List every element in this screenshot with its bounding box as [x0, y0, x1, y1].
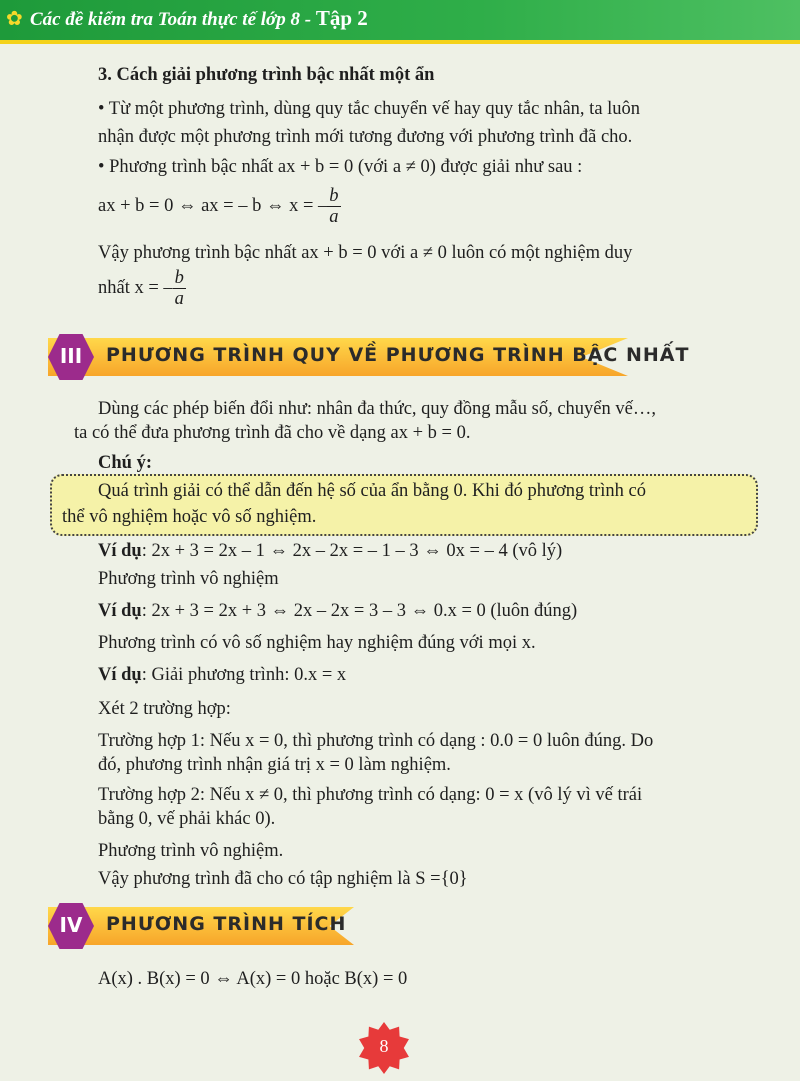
section-banner-iv — [48, 907, 354, 945]
conclusion-line-1: Vậy phương trình bậc nhất ax + b = 0 với a ≠ 0 luôn có một nghiệm duy — [98, 243, 633, 263]
fraction — [173, 268, 186, 310]
case-2-result: Phương trình vô nghiệm. — [98, 841, 284, 861]
product-equation-formula: A(x) . B(x) = 0 ⇔ A(x) = 0 hoặc B(x) = 0 — [98, 969, 408, 989]
book-title-text: Các đề kiểm tra Toán thực tế lớp 8 - — [30, 9, 316, 30]
example-2 — [98, 598, 577, 626]
page-header — [0, 0, 800, 44]
example-2-result: Phương trình có vô số nghiệm hay nghiệm đúng với mọi x. — [98, 633, 536, 653]
intro-line-1: Dùng các phép biến đổi như: nhân đa thức, quy đồng mẫu số, chuyển vế…, — [98, 399, 656, 419]
fraction-denominator: a — [174, 289, 184, 310]
example-label: Ví dụ — [98, 541, 142, 561]
example-1 — [98, 538, 562, 566]
bullet-1-line-1: • Từ một phương trình, dùng quy tắc chuyển vế hay quy tắc nhân, ta luôn — [98, 99, 641, 119]
conclusion-prefix: nhất x = – — [98, 278, 173, 299]
banner-numeral: IV — [59, 913, 83, 937]
intro-line-2: ta có thể đưa phương trình đã cho về dạng ax + b = 0. — [74, 423, 471, 443]
note-label: Chú ý: — [98, 453, 152, 473]
case-2-line-2: bằng 0, vế phải khác 0). — [98, 809, 276, 829]
fraction-denominator: a — [329, 207, 339, 228]
case-2-line-1: Trường hợp 2: Nếu x ≠ 0, thì phương trình có dạng: 0 = x (vô lý vì vế trái — [98, 785, 643, 805]
banner-numeral: III — [59, 344, 83, 368]
note-line-2: thể vô nghiệm hoặc vô số nghiệm. — [62, 507, 317, 527]
fraction — [327, 186, 340, 228]
final-conclusion: Vậy phương trình đã cho có tập nghiệm là S ={0} — [98, 869, 468, 889]
book-title — [30, 6, 368, 31]
example-label: Ví dụ — [98, 601, 142, 621]
banner-title: PHƯƠNG TRÌNH TÍCH — [106, 913, 347, 935]
case-1-line-2: đó, phương trình nhận giá trị x = 0 làm nghiệm. — [98, 755, 451, 775]
formula-prefix: ax + b = 0 ⇔ ax = – b ⇔ x = – — [98, 196, 328, 217]
fraction-numerator: b — [329, 186, 339, 206]
flower-icon: ✿ — [6, 8, 23, 30]
note-line-1: Quá trình giải có thể dẫn đến hệ số của ẩn bằng 0. Khi đó phương trình có — [98, 481, 646, 501]
example-2-text: : 2x + 3 = 2x + 3 ⇔ 2x – 2x = 3 – 3 ⇔ 0.x = 0 (luôn đúng) — [141, 601, 578, 621]
cases-intro: Xét 2 trường hợp: — [98, 699, 231, 719]
example-label: Ví dụ — [98, 665, 142, 685]
page-number: 8 — [379, 1036, 389, 1056]
example-1-text: : 2x + 3 = 2x – 1 ⇔ 2x – 2x = – 1 – 3 ⇔ 0x = – 4 (vô lý) — [141, 541, 563, 561]
example-1-result: Phương trình vô nghiệm — [98, 569, 279, 589]
bullet-2: • Phương trình bậc nhất ax + b = 0 (với a ≠ 0) được giải như sau : — [98, 157, 583, 177]
conclusion-line-2 — [98, 268, 186, 310]
book-volume: Tập 2 — [315, 6, 368, 30]
example-3 — [98, 662, 346, 690]
example-3-text: : Giải phương trình: 0.x = x — [141, 665, 347, 685]
fraction-numerator: b — [174, 268, 184, 288]
section-banner-iii — [48, 338, 690, 376]
section-heading: 3. Cách giải phương trình bậc nhất một ẩn — [98, 65, 435, 85]
case-1-line-1: Trường hợp 1: Nếu x = 0, thì phương trình có dạng : 0.0 = 0 luôn đúng. Do — [98, 731, 654, 751]
solution-formula — [98, 186, 341, 228]
bullet-1-line-2: nhận được một phương trình mới tương đương với phương trình đã cho. — [98, 127, 633, 147]
banner-title: PHƯƠNG TRÌNH QUY VỀ PHƯƠNG TRÌNH BẬC NHẤT — [106, 344, 690, 366]
